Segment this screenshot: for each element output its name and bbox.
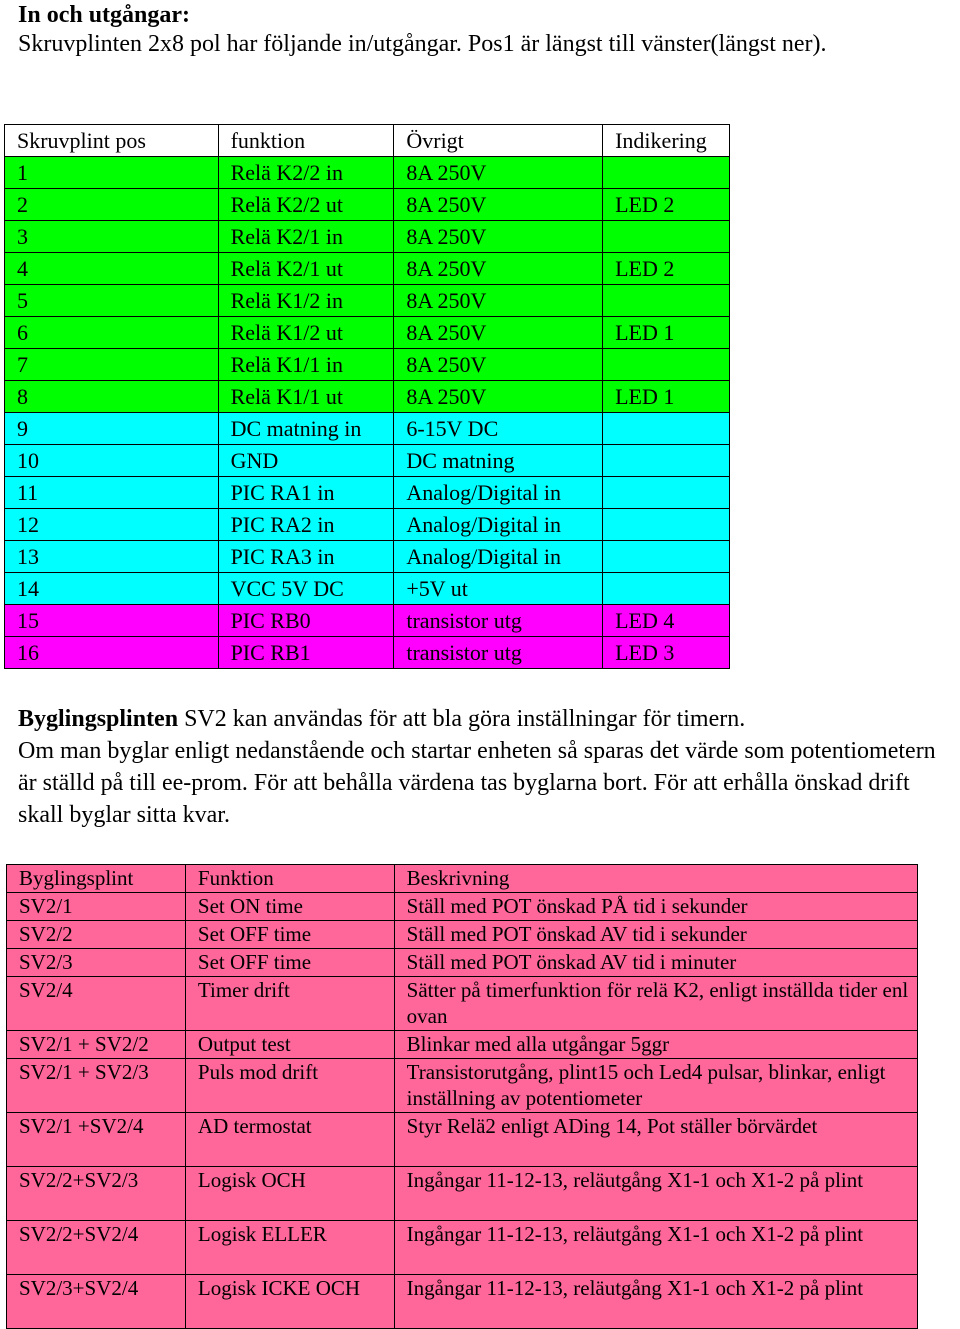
io-cell-indikering [603, 349, 730, 381]
io-cell-funktion: PIC RB1 [218, 637, 394, 669]
jumper-cell-plint: SV2/3+SV2/4 [7, 1275, 186, 1329]
io-cell-pos: 9 [5, 413, 219, 445]
io-cell-funktion: GND [218, 445, 394, 477]
io-cell-indikering: LED 2 [603, 189, 730, 221]
io-cell-pos: 14 [5, 573, 219, 605]
jumper-cell-funktion: Logisk ICKE OCH [185, 1275, 394, 1329]
jumper-header-plint: Byglingsplint [7, 865, 186, 893]
table-row [7, 1167, 918, 1221]
table-row [5, 413, 730, 445]
jumper-description-rest: SV2 kan användas för att bla göra inställningar för timern. [178, 706, 746, 732]
jumper-description-line1 [18, 703, 948, 735]
io-cell-funktion: Relä K1/1 in [218, 349, 394, 381]
jumper-cell-beskrivning: Blinkar med alla utgångar 5ggr [394, 1031, 917, 1059]
jumper-cell-plint: SV2/1 + SV2/2 [7, 1031, 186, 1059]
io-cell-funktion: Relä K1/2 ut [218, 317, 394, 349]
io-cell-ovrigt: Analog/Digital in [394, 477, 603, 509]
table-row [7, 1221, 918, 1275]
jumper-description-body: Om man byglar enligt nedanstående och startar enheten så sparas det värde som potentiometern är ställd på till ee-prom. För att behålla värdena tas byglarna bort. För att erhålla önskad drift skall byglar sitta kvar. [18, 738, 936, 828]
io-cell-pos: 8 [5, 381, 219, 413]
jumper-description-bold: Byglingsplinten [18, 706, 179, 732]
io-cell-ovrigt: 6-15V DC [394, 413, 603, 445]
section-heading: In och utgångar: [18, 2, 191, 28]
io-cell-indikering [603, 285, 730, 317]
io-cell-pos: 4 [5, 253, 219, 285]
jumper-cell-beskrivning: Transistorutgång, plint15 och Led4 pulsar, blinkar, enligt inställning av potentiometer [394, 1059, 917, 1113]
jumper-cell-funktion: Output test [185, 1031, 394, 1059]
io-cell-funktion: Relä K1/2 in [218, 285, 394, 317]
io-cell-pos: 6 [5, 317, 219, 349]
jumper-cell-plint: SV2/2+SV2/3 [7, 1167, 186, 1221]
io-cell-indikering [603, 509, 730, 541]
io-cell-funktion: DC matning in [218, 413, 394, 445]
io-cell-funktion: Relä K2/1 in [218, 221, 394, 253]
io-cell-indikering [603, 573, 730, 605]
table-row [5, 221, 730, 253]
jumper-cell-funktion: Puls mod drift [185, 1059, 394, 1113]
table-row [5, 445, 730, 477]
io-cell-ovrigt: 8A 250V [394, 157, 603, 189]
io-cell-ovrigt: Analog/Digital in [394, 541, 603, 573]
io-cell-ovrigt: 8A 250V [394, 253, 603, 285]
jumper-cell-beskrivning: Sätter på timerfunktion för relä K2, enligt inställda tider enl ovan [394, 977, 917, 1031]
io-cell-ovrigt: 8A 250V [394, 317, 603, 349]
table-row [5, 477, 730, 509]
table-row [7, 1059, 918, 1113]
io-cell-ovrigt: 8A 250V [394, 285, 603, 317]
io-cell-ovrigt: DC matning [394, 445, 603, 477]
io-header-funktion: funktion [218, 125, 394, 157]
jumper-cell-funktion: Logisk ELLER [185, 1221, 394, 1275]
jumper-cell-plint: SV2/1 +SV2/4 [7, 1113, 186, 1167]
io-cell-funktion: PIC RA2 in [218, 509, 394, 541]
io-table-header-row [5, 125, 730, 157]
io-cell-ovrigt: 8A 250V [394, 381, 603, 413]
jumper-cell-funktion: Logisk OCH [185, 1167, 394, 1221]
io-cell-pos: 1 [5, 157, 219, 189]
io-header-ovrigt: Övrigt [394, 125, 603, 157]
io-header-pos: Skruvplint pos [5, 125, 219, 157]
table-row [7, 1113, 918, 1167]
io-cell-funktion: Relä K2/2 ut [218, 189, 394, 221]
jumper-cell-plint: SV2/3 [7, 949, 186, 977]
jumper-table [6, 864, 918, 1329]
io-cell-pos: 3 [5, 221, 219, 253]
io-cell-indikering [603, 541, 730, 573]
table-row [5, 509, 730, 541]
intro-text: Skruvplinten 2x8 pol har följande in/utgångar. Pos1 är längst till vänster(längst ner). [18, 31, 827, 57]
jumper-cell-beskrivning: Ställ med POT önskad AV tid i minuter [394, 949, 917, 977]
io-cell-ovrigt: +5V ut [394, 573, 603, 605]
io-cell-indikering [603, 445, 730, 477]
jumper-cell-funktion: AD termostat [185, 1113, 394, 1167]
table-row [5, 349, 730, 381]
jumper-cell-plint: SV2/1 + SV2/3 [7, 1059, 186, 1113]
jumper-header-beskrivning: Beskrivning [394, 865, 917, 893]
io-cell-indikering [603, 221, 730, 253]
io-cell-pos: 2 [5, 189, 219, 221]
jumper-cell-beskrivning: Ingångar 11-12-13, reläutgång X1-1 och X1-2 på plint [394, 1221, 917, 1275]
io-cell-pos: 10 [5, 445, 219, 477]
table-row [5, 317, 730, 349]
table-row [7, 949, 918, 977]
io-cell-ovrigt: 8A 250V [394, 349, 603, 381]
io-cell-pos: 11 [5, 477, 219, 509]
jumper-cell-plint: SV2/1 [7, 893, 186, 921]
io-cell-pos: 13 [5, 541, 219, 573]
io-cell-indikering: LED 4 [603, 605, 730, 637]
io-cell-pos: 16 [5, 637, 219, 669]
jumper-cell-funktion: Set OFF time [185, 921, 394, 949]
io-cell-ovrigt: transistor utg [394, 637, 603, 669]
io-cell-funktion: Relä K2/2 in [218, 157, 394, 189]
jumper-cell-beskrivning: Styr Relä2 enligt ADing 14, Pot ställer börvärdet [394, 1113, 917, 1167]
jumper-table-header-row [7, 865, 918, 893]
io-cell-pos: 5 [5, 285, 219, 317]
jumper-cell-beskrivning: Ställ med POT önskad PÅ tid i sekunder [394, 893, 917, 921]
io-header-indikering: Indikering [603, 125, 730, 157]
io-table [4, 124, 730, 669]
io-cell-funktion: VCC 5V DC [218, 573, 394, 605]
io-cell-funktion: PIC RA1 in [218, 477, 394, 509]
table-row [7, 1275, 918, 1329]
io-cell-ovrigt: 8A 250V [394, 189, 603, 221]
io-cell-indikering: LED 1 [603, 381, 730, 413]
io-cell-pos: 7 [5, 349, 219, 381]
table-row [7, 893, 918, 921]
io-cell-indikering [603, 477, 730, 509]
io-cell-funktion: PIC RB0 [218, 605, 394, 637]
table-row [5, 285, 730, 317]
table-row [5, 605, 730, 637]
table-row [5, 541, 730, 573]
jumper-cell-funktion: Set OFF time [185, 949, 394, 977]
jumper-description [18, 703, 948, 831]
jumper-cell-beskrivning: Ingångar 11-12-13, reläutgång X1-1 och X1-2 på plint [394, 1167, 917, 1221]
io-cell-indikering: LED 2 [603, 253, 730, 285]
jumper-header-funktion: Funktion [185, 865, 394, 893]
table-row [5, 157, 730, 189]
table-row [5, 253, 730, 285]
io-cell-indikering: LED 3 [603, 637, 730, 669]
io-cell-indikering [603, 157, 730, 189]
table-row [5, 637, 730, 669]
table-row [7, 921, 918, 949]
io-cell-funktion: Relä K1/1 ut [218, 381, 394, 413]
io-cell-ovrigt: transistor utg [394, 605, 603, 637]
io-cell-ovrigt: Analog/Digital in [394, 509, 603, 541]
io-cell-funktion: Relä K2/1 ut [218, 253, 394, 285]
jumper-cell-plint: SV2/4 [7, 977, 186, 1031]
jumper-cell-funktion: Set ON time [185, 893, 394, 921]
io-cell-funktion: PIC RA3 in [218, 541, 394, 573]
table-row [7, 977, 918, 1031]
jumper-cell-plint: SV2/2 [7, 921, 186, 949]
jumper-cell-plint: SV2/2+SV2/4 [7, 1221, 186, 1275]
jumper-cell-beskrivning: Ingångar 11-12-13, reläutgång X1-1 och X1-2 på plint [394, 1275, 917, 1329]
table-row [7, 1031, 918, 1059]
io-cell-pos: 15 [5, 605, 219, 637]
jumper-table-body [7, 893, 918, 1329]
io-cell-indikering [603, 413, 730, 445]
jumper-cell-beskrivning: Ställ med POT önskad AV tid i sekunder [394, 921, 917, 949]
table-row [5, 189, 730, 221]
table-row [5, 381, 730, 413]
io-table-body [5, 157, 730, 669]
io-cell-pos: 12 [5, 509, 219, 541]
io-cell-indikering: LED 1 [603, 317, 730, 349]
jumper-cell-funktion: Timer drift [185, 977, 394, 1031]
io-cell-ovrigt: 8A 250V [394, 221, 603, 253]
table-row [5, 573, 730, 605]
